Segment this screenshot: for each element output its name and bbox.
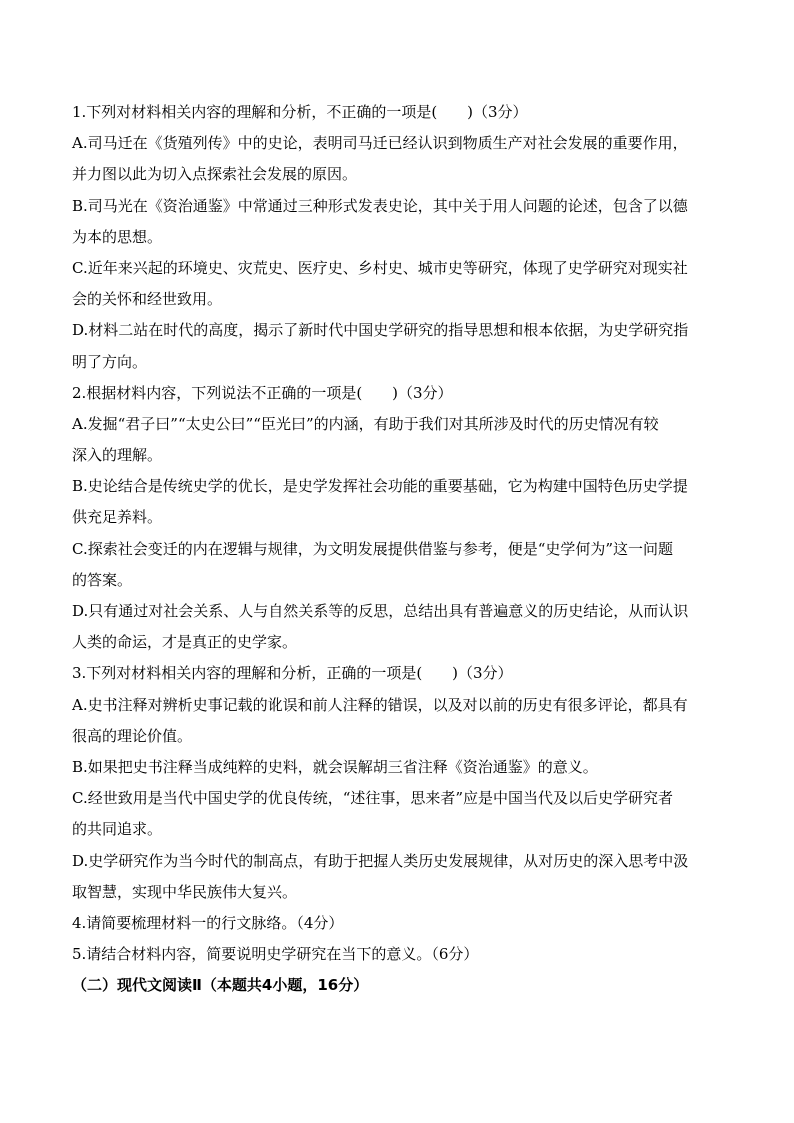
- q1-option-a: A.司马迁在《货殖列传》中的史论，表明司马迁已经认识到物质生产对社会发展的重要作用，: [72, 134, 688, 153]
- q2-option-d-cont: 人类的命运，才是真正的史学家。: [72, 633, 298, 652]
- q3-option-b: B.如果把史书注释当成纯粹的史料，就会误解胡三省注释《资治通鉴》的意义。: [72, 757, 598, 776]
- q1-stem: 1.下列对材料相关内容的理解和分析，不正确的一项是( )（3分）: [72, 103, 528, 121]
- q2-stem: 2.根据材料内容，下列说法不正确的一项是( )（3分）: [72, 383, 453, 402]
- q2-option-c: C.探索社会变迁的内在逻辑与规律，为文明发展提供借鉴与参考，便是“史学何为”这一问题: [72, 539, 674, 558]
- q3-option-a: A.史书注释对辨析史事记载的讹误和前人注释的错误，以及对以前的历史有很多评论，都具有: [72, 695, 688, 714]
- q2-option-b: B.史论结合是传统史学的优长，是史学发挥社会功能的重要基础，它为构建中国特色历史学提: [72, 477, 688, 496]
- q3-option-d: D.史学研究作为当今时代的制高点，有助于把握人类历史发展规律，从对历史的深入思考中汲: [72, 851, 689, 870]
- q1-option-b: B.司马光在《资治通鉴》中常通过三种形式发表史论，其中关于用人问题的论述，包含了以德: [72, 196, 688, 215]
- section-heading: （二）现代文阅读Ⅱ（本题共4小题，16分）: [72, 976, 369, 995]
- q1-option-c-cont: 会的关怀和经世致用。: [72, 290, 223, 309]
- q2-option-a: A.发掘“君子曰”“太史公曰”“臣光曰”的内涵，有助于我们对其所涉及时代的历史情况有较: [72, 414, 659, 433]
- q2-option-d: D.只有通过对社会关系、人与自然关系等的反思，总结出具有普遍意义的历史结论，从而认识: [72, 602, 689, 620]
- q3-stem: 3.下列对材料相关内容的理解和分析，正确的一项是( )（3分）: [72, 664, 513, 683]
- q2-option-c-cont: 的答案。: [72, 570, 133, 589]
- q1-option-b-cont: 为本的思想。: [72, 227, 163, 246]
- q2-option-a-cont: 深入的理解。: [72, 446, 163, 465]
- q3-option-a-cont: 很高的理论价值。: [72, 726, 193, 745]
- q1-option-a-cont: 并力图以此为切入点探索社会发展的原因。: [72, 165, 358, 184]
- q1-option-d-cont: 明了方向。: [72, 352, 148, 371]
- q1-option-c: C.近年来兴起的环境史、灾荒史、医疗史、乡村史、城市史等研究，体现了史学研究对现实社: [72, 258, 688, 277]
- q4-stem: 4.请简要梳理材料一的行文脉络。（4分）: [72, 913, 344, 932]
- q1-option-d: D.材料二站在时代的高度，揭示了新时代中国史学研究的指导思想和根本依据，为史学研究指: [72, 321, 689, 340]
- q3-option-c: C.经世致用是当代中国史学的优良传统，“述往事，思来者”应是中国当代及以后史学研究者: [72, 789, 674, 808]
- q2-option-b-cont: 供充足养料。: [72, 508, 163, 527]
- exam-page: [72, 97, 722, 1001]
- q3-option-d-cont: 取智慧，实现中华民族伟大复兴。: [72, 882, 298, 901]
- q5-stem: 5.请结合材料内容，简要说明史学研究在当下的意义。（6分）: [72, 945, 479, 964]
- q3-option-c-cont: 的共同追求。: [72, 820, 163, 839]
